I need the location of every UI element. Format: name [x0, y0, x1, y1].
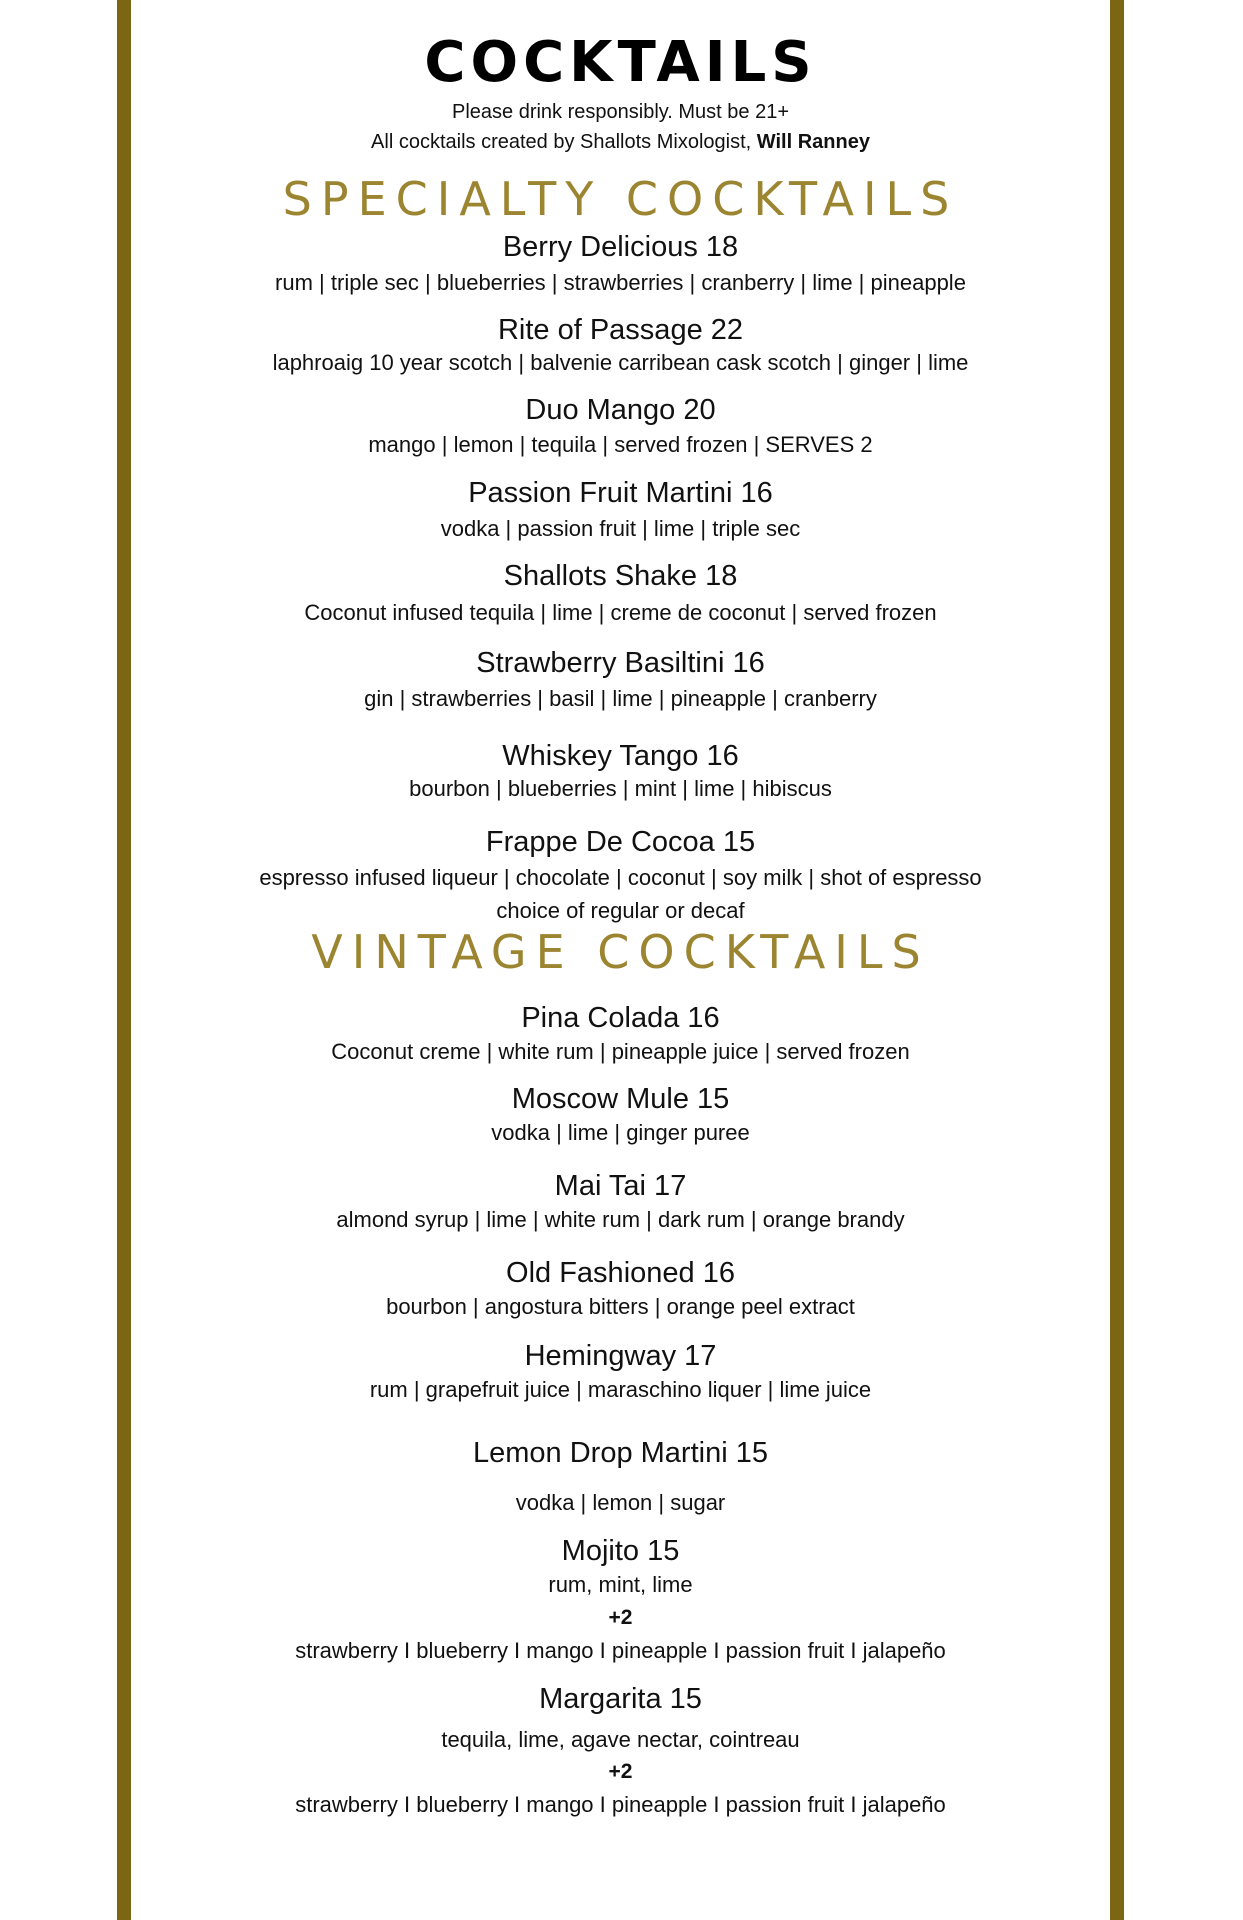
cocktail-name: Old Fashioned 16: [506, 1257, 735, 1289]
cocktail-ingredients: laphroaig 10 year scotch | balvenie carribean cask scotch | ginger | lime: [272, 350, 969, 375]
cocktail-ingredients: gin | strawberries | basil | lime | pineapple | cranberry: [364, 686, 877, 711]
cocktail-ingredients: vodka | lime | ginger puree: [491, 1120, 750, 1145]
cocktail-name: Pina Colada 16: [521, 1002, 720, 1034]
credit-text: All cocktails created by Shallots Mixologist,: [371, 131, 757, 153]
cocktail-name: Shallots Shake 18: [503, 560, 738, 592]
page-title: COCKTAILS: [424, 30, 817, 95]
cocktail-ingredients: rum, mint, lime: [548, 1572, 693, 1597]
cocktail-ingredients: bourbon | blueberries | mint | lime | hibiscus: [409, 776, 832, 801]
specialty-heading: SPECIALTY COCKTAILS: [282, 172, 959, 226]
cocktail-name: Whiskey Tango 16: [502, 740, 739, 772]
cocktail-ingredients: rum | triple sec | blueberries | strawberries | cranberry | lime | pineapple: [275, 270, 966, 295]
cocktail-ingredients: vodka | passion fruit | lime | triple sec: [440, 516, 801, 541]
upcharge-label: +2: [608, 1760, 633, 1783]
cocktail-ingredients: almond syrup | lime | white rum | dark rum | orange brandy: [336, 1207, 905, 1232]
cocktail-name: Moscow Mule 15: [511, 1083, 730, 1115]
cocktail-name: Lemon Drop Martini 15: [473, 1437, 768, 1469]
cocktail-note: choice of regular or decaf: [496, 898, 745, 923]
cocktail-ingredients: vodka | lemon | sugar: [515, 1490, 726, 1515]
cocktail-name: Mai Tai 17: [554, 1170, 687, 1202]
flavor-options: strawberry I blueberry I mango I pineapple I passion fruit I jalapeño: [295, 1638, 946, 1663]
menu-page: [131, 0, 1110, 1920]
cocktail-name: Rite of Passage 22: [497, 314, 744, 346]
flavor-options: strawberry I blueberry I mango I pineapple I passion fruit I jalapeño: [295, 1792, 946, 1817]
cocktail-name: Berry Delicious 18: [502, 231, 739, 263]
mixologist-name: Will Ranney: [756, 131, 870, 153]
vintage-heading: VINTAGE COCKTAILS: [311, 925, 930, 979]
cocktail-ingredients: Coconut infused tequila | lime | creme de coconut | served frozen: [304, 600, 937, 625]
upcharge-label: +2: [608, 1606, 633, 1629]
cocktail-name: Passion Fruit Martini 16: [468, 477, 773, 509]
cocktail-ingredients: bourbon | angostura bitters | orange peel extract: [386, 1294, 855, 1319]
cocktail-ingredients: espresso infused liqueur | chocolate | coconut | soy milk | shot of espresso: [259, 865, 982, 890]
cocktail-name: Strawberry Basiltini 16: [476, 647, 765, 679]
cocktail-name: Duo Mango 20: [525, 394, 716, 426]
cocktail-ingredients: Coconut creme | white rum | pineapple juice | served frozen: [331, 1039, 910, 1064]
cocktail-ingredients: mango | lemon | tequila | served frozen | SERVES 2: [368, 432, 873, 457]
left-border: [117, 0, 131, 1920]
age-notice: Please drink responsibly. Must be 21+: [451, 101, 790, 123]
cocktail-name: Margarita 15: [539, 1683, 702, 1715]
cocktail-ingredients: tequila, lime, agave nectar, cointreau: [441, 1727, 800, 1752]
mixologist-credit: [131, 131, 1110, 154]
cocktail-name: Hemingway 17: [524, 1340, 717, 1372]
cocktail-ingredients: rum | grapefruit juice | maraschino liquer | lime juice: [369, 1377, 872, 1402]
cocktail-name: Mojito 15: [561, 1535, 680, 1567]
right-border: [1110, 0, 1124, 1920]
cocktail-name: Frappe De Cocoa 15: [485, 826, 756, 858]
